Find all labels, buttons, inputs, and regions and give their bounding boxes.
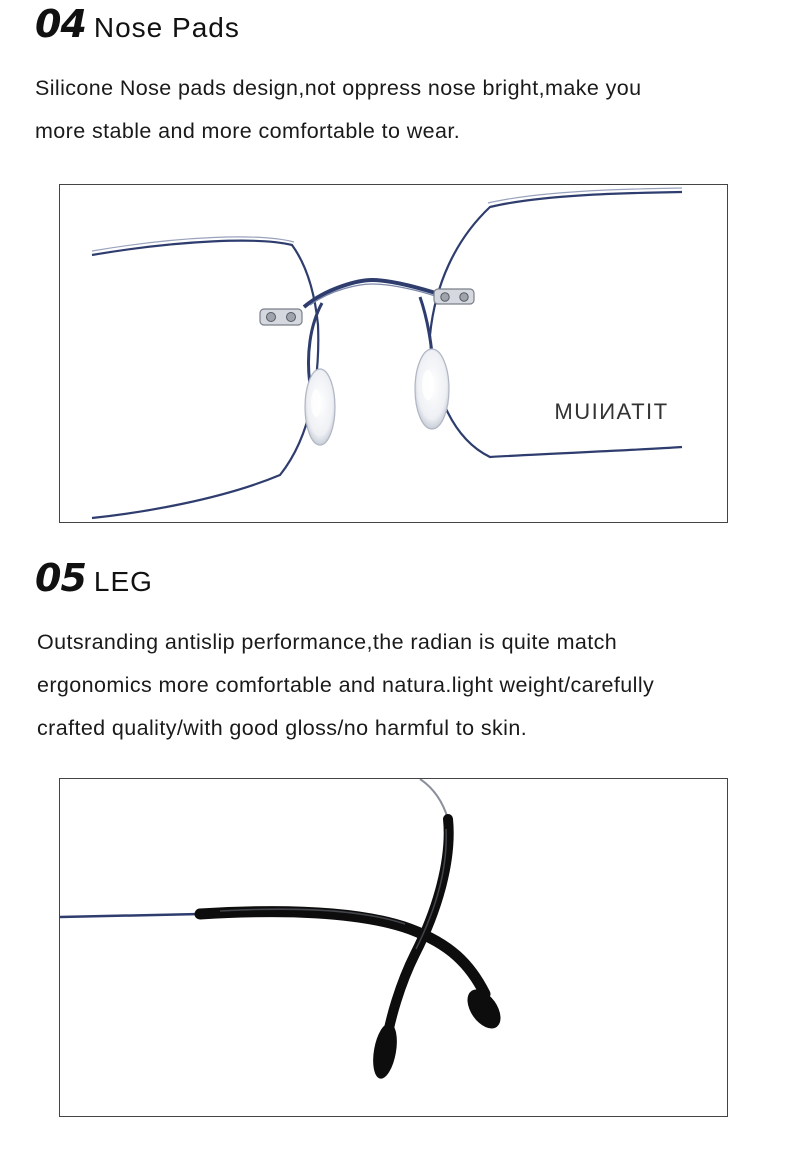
description-line: ergonomics more comfortable and natura.light weight/carefully [37, 673, 655, 697]
nose-pads-photo [59, 184, 728, 523]
leg-photo [59, 778, 728, 1117]
section-title: LEG [93, 566, 153, 597]
description-line: Outsranding antislip performance,the radian is quite match [37, 630, 618, 654]
section-heading-nose-pads [35, 2, 240, 46]
section-heading-leg [35, 556, 153, 600]
description-line: Silicone Nose pads design,not oppress nose bright,make you [35, 76, 642, 100]
lens-engraving: TITANIUM [552, 399, 668, 424]
section-description-nose-pads [35, 67, 755, 153]
description-line: more stable and more comfortable to wear. [35, 119, 461, 143]
description-line: crafted quality/with good gloss/no harmful to skin. [37, 716, 528, 740]
leg-illustration [60, 779, 727, 1116]
section-description-leg [37, 621, 757, 750]
section-number: 04 [35, 2, 86, 46]
section-title: Nose Pads [93, 12, 240, 43]
section-number: 05 [35, 556, 86, 600]
nose-pads-illustration [60, 185, 727, 522]
